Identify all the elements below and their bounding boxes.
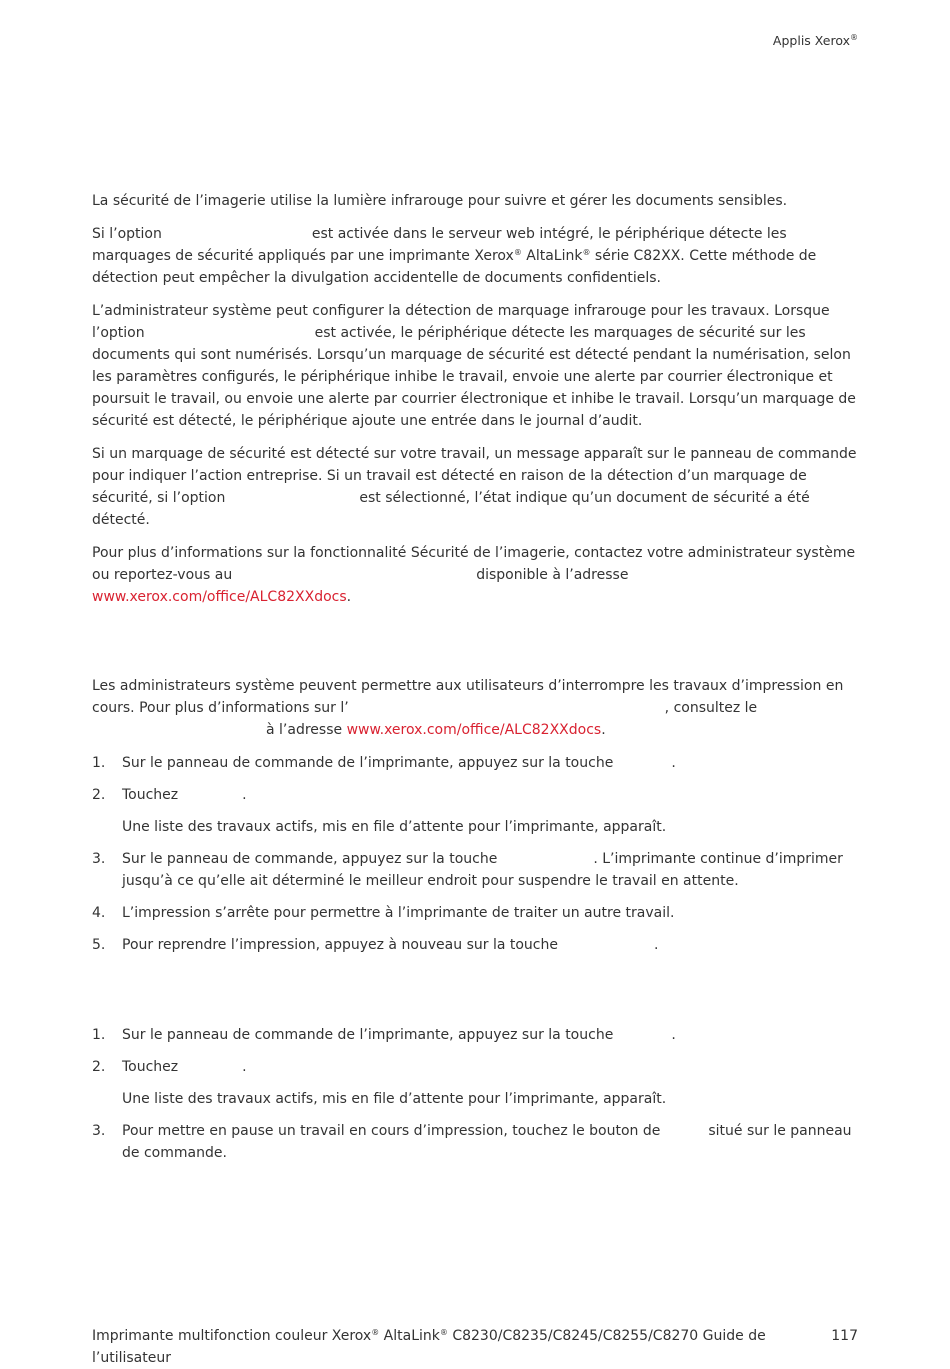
intro-paragraph-3	[92, 300, 860, 432]
page-content	[92, 190, 860, 1174]
intro-p4-b: est sélectionné, l’état indique qu’un document de sécurité a été détecté.	[92, 490, 810, 528]
list-item	[92, 1024, 860, 1046]
reg-mark: ®	[582, 248, 591, 257]
page-footer	[92, 1325, 860, 1369]
intro-p5-c: .	[346, 589, 352, 605]
step-text-end: . L’imprimante continue d’imprimer jusqu’à ce qu’elle ait déterminé le meilleur endroit pour suspendre le travail en attente.	[122, 851, 843, 889]
footer-title-b: AltaLink	[379, 1328, 440, 1344]
header-reg: ®	[850, 33, 858, 42]
step-text: Sur le panneau de commande de l’imprimante, appuyez sur la touche	[122, 755, 614, 771]
step-text-end: .	[242, 787, 247, 803]
page-number: 117	[831, 1328, 858, 1344]
intro-p2-d: série C82XX. Cette méthode de détection peut empêcher la divulgation accidentelle de documents confidentiels.	[92, 248, 817, 286]
intro-paragraph-4	[92, 443, 860, 531]
intro-paragraph-5	[92, 542, 860, 608]
section2-p1-a: Les administrateurs système peuvent permettre aux utilisateurs d’interrompre les travaux d’impression en cours. Pour plus d’informations sur l’	[92, 678, 844, 716]
step-text: L’impression s’arrête pour permettre à l’imprimante de traiter un autre travail.	[122, 905, 675, 921]
intro-paragraph-1	[92, 190, 860, 212]
intro-p3-a: L’administrateur système peut configurer la détection de marquage infrarouge pour les travaux. Lorsque l’option	[92, 303, 830, 341]
intro-p2-b: est activée dans le serveur web intégré, le périphérique détecte les marquages de sécurité appliqués par une imprimante Xerox	[92, 226, 787, 264]
step-text-end: .	[242, 1059, 247, 1075]
reg-mark: ®	[371, 1328, 380, 1337]
intro-p4-a: Si un marquage de sécurité est détecté sur votre travail, un message apparaît sur le panneau de commande pour indiquer l’action entreprise. Si un travail est détecté en raison de la détection d’un marquage de sécurité, si l’option	[92, 446, 857, 506]
reg-mark: ®	[439, 1328, 448, 1337]
intro-paragraph-2	[92, 223, 860, 289]
step-number: 1.	[92, 755, 106, 771]
intro-p2-a: Si l’option	[92, 226, 162, 242]
list-item	[92, 1120, 860, 1164]
list-note: Une liste des travaux actifs, mis en file d’attente pour l’imprimante, apparaît.	[122, 819, 667, 835]
list-item	[92, 848, 860, 892]
step-number: 3.	[92, 1123, 106, 1139]
step-text: Pour mettre en pause un travail en cours d’impression, touchez le bouton de	[122, 1123, 661, 1139]
step-text-end: .	[653, 937, 659, 953]
footer-title-c: C8230/C8235/C8245/C8255/C8270 Guide de l’utilisateur	[92, 1328, 766, 1366]
footer-title	[92, 1325, 792, 1369]
step-text-end: .	[671, 1027, 676, 1043]
intro-p3-b: est activée, le périphérique détecte les marquages de sécurité sur les documents qui sont numérisés. Lorsqu’un marquage de sécurité est détecté pendant la numérisation, selon les paramètres configurés, le périphérique inhibe le travail, envoie une alerte par courrier électronique et poursuit le travail, ou envoie une alerte par courrier électronique et inhibe le travail. Lorsqu’un marquage de sécurité est détecté, le périphérique ajoute une entrée dans le journal d’audit.	[92, 325, 856, 429]
step-number: 1.	[92, 1027, 106, 1043]
docs-link[interactable]: www.xerox.com/office/ALC82XXdocs	[92, 589, 347, 605]
section2-p1-b: , consultez le	[664, 700, 758, 716]
intro-p5-b: disponible à l’adresse	[476, 567, 629, 583]
list-item	[92, 902, 860, 924]
step-text: Touchez	[122, 1059, 179, 1075]
list-item	[92, 934, 860, 956]
step-text-end: situé sur le panneau de commande.	[122, 1123, 852, 1161]
step-number: 2.	[92, 787, 106, 803]
section3-steps	[92, 1024, 860, 1078]
step-number: 4.	[92, 905, 106, 921]
section3-steps-continued	[92, 1120, 860, 1164]
step-number: 2.	[92, 1059, 106, 1075]
reg-mark: ®	[513, 248, 522, 257]
docs-link[interactable]: www.xerox.com/office/ALC82XXdocs	[346, 722, 602, 738]
list-item	[92, 752, 860, 774]
step-number: 3.	[92, 851, 106, 867]
section2-steps-continued	[92, 848, 860, 956]
section2-paragraph	[92, 675, 860, 741]
intro-p5-a: Pour plus d’informations sur la fonctionnalité Sécurité de l’imagerie, contactez votre administrateur système ou reportez-vous au	[92, 545, 856, 583]
list-item	[92, 784, 860, 806]
step-text-end: .	[671, 755, 676, 771]
section2-p1-c: à l’adresse	[266, 722, 347, 738]
list-item	[92, 1056, 860, 1078]
step-text: Pour reprendre l’impression, appuyez à nouveau sur la touche	[122, 937, 558, 953]
step-text: Sur le panneau de commande de l’imprimante, appuyez sur la touche	[122, 1027, 614, 1043]
step-text: Sur le panneau de commande, appuyez sur la touche	[122, 851, 498, 867]
footer-title-a: Imprimante multifonction couleur Xerox	[92, 1328, 372, 1344]
intro-p2-c: AltaLink	[521, 248, 583, 264]
step-text: Touchez	[122, 787, 179, 803]
list-note: Une liste des travaux actifs, mis en file d’attente pour l’imprimante, apparaît.	[122, 1091, 667, 1107]
step-number: 5.	[92, 937, 106, 953]
section2-steps	[92, 752, 860, 806]
intro-p1-text: La sécurité de l’imagerie utilise la lumière infrarouge pour suivre et gérer les documents sensibles.	[92, 193, 788, 209]
header-text: Applis Xerox	[772, 33, 850, 48]
section2-p1-d: .	[601, 722, 606, 738]
running-header	[773, 33, 858, 48]
